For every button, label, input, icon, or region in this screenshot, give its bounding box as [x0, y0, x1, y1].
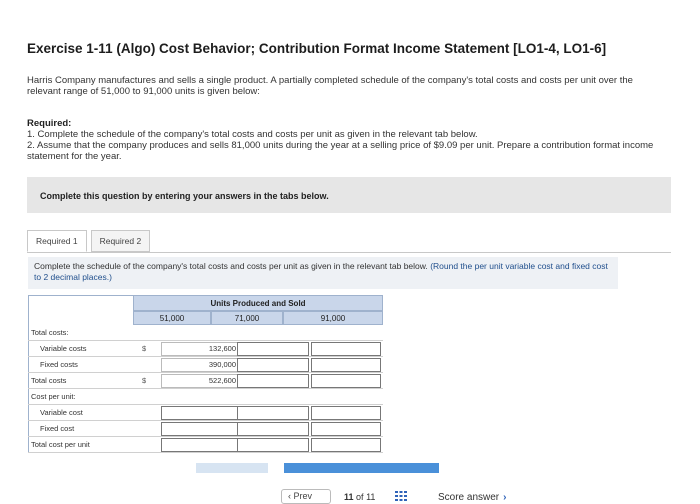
input-variable-cost-71000[interactable]	[237, 406, 309, 420]
instruction-text: Complete the schedule of the company's total costs and costs per unit as given in the relevant tab below.	[34, 261, 428, 271]
input-fixed-costs-71000[interactable]	[237, 358, 309, 372]
table-corner	[28, 295, 133, 325]
problem-intro: Harris Company manufactures and sells a single product. A partially completed schedule of the company's total costs and costs per unit over the relevant range of 51,000 to 91,000 units is given below:	[27, 75, 633, 97]
input-total-cost-per-unit-91000[interactable]	[311, 438, 381, 452]
prev-button[interactable]	[281, 489, 331, 504]
table-row	[28, 325, 383, 341]
input-variable-cost-91000[interactable]	[311, 406, 381, 420]
table-row	[28, 373, 383, 389]
input-total-cost-per-unit-51000[interactable]	[161, 438, 239, 452]
units-header: Units Produced and Sold	[133, 295, 383, 311]
row-label-variable-costs: Variable costs	[40, 344, 87, 353]
row-label-total-costs: Total costs:	[31, 328, 69, 337]
row-label-fixed-cost: Fixed cost	[40, 424, 75, 433]
score-answer-button[interactable]	[438, 492, 506, 503]
instruction-note: (Round the per unit variable cost and fixed cost to 2 decimal places.)	[34, 261, 608, 282]
table-row	[28, 389, 383, 405]
check-bar-active	[284, 463, 439, 473]
page-title: Exercise 1-11 (Algo) Cost Behavior; Contribution Format Income Statement [LO1-4, LO1-6]	[27, 41, 607, 56]
row-label-cost-per-unit: Cost per unit:	[31, 392, 76, 401]
input-variable-cost-51000[interactable]	[161, 406, 239, 420]
chevron-right-icon: ›	[503, 492, 507, 503]
chevron-left-icon: ‹	[288, 491, 291, 501]
required-list	[27, 129, 677, 162]
requirement-tabs	[27, 230, 150, 252]
row-label-variable-cost: Variable cost	[40, 408, 83, 417]
required-item-1: 1. Complete the schedule of the company's total costs and costs per unit as given in the relevant tab below.	[27, 129, 478, 140]
table-row	[28, 405, 383, 421]
column-header-71000: 71,000	[211, 311, 283, 325]
dollar-sign: $	[142, 376, 147, 385]
table-row	[28, 437, 383, 453]
page-of: of	[356, 492, 364, 502]
check-bar-left	[196, 463, 268, 473]
input-total-costs-51000: 522,600	[161, 374, 239, 388]
input-variable-costs-71000[interactable]	[237, 342, 309, 356]
input-fixed-cost-71000[interactable]	[237, 422, 309, 436]
table-row	[28, 341, 383, 357]
instructions-banner	[27, 177, 671, 213]
dollar-sign: $	[142, 344, 147, 353]
page-current: 11	[344, 492, 354, 502]
page-total: 11	[366, 492, 376, 502]
input-fixed-cost-91000[interactable]	[311, 422, 381, 436]
required-item-2: 2. Assume that the company produces and sells 81,000 units during the year at a selling price of $9.09 per unit. Prepare a contribution format income statement for the year.	[27, 140, 654, 162]
table-row	[28, 421, 383, 437]
table-row	[28, 357, 383, 373]
input-variable-costs-51000: 132,600	[161, 342, 239, 356]
input-fixed-costs-51000: 390,000	[161, 358, 239, 372]
input-fixed-cost-51000[interactable]	[161, 422, 239, 436]
score-answer-label: Score answer	[438, 492, 500, 503]
input-total-costs-91000[interactable]	[311, 374, 381, 388]
column-header-91000: 91,000	[283, 311, 383, 325]
row-label-total-costs: Total costs	[31, 376, 67, 385]
banner-text: Complete this question by entering your answers in the tabs below.	[40, 191, 329, 201]
tab-required-1[interactable]: Required 1	[27, 230, 87, 252]
instruction-box	[28, 257, 618, 289]
footer-nav	[0, 484, 700, 503]
input-variable-costs-91000[interactable]	[311, 342, 381, 356]
input-total-cost-per-unit-71000[interactable]	[237, 438, 309, 452]
page-indicator	[344, 492, 375, 502]
required-heading: Required:	[27, 118, 72, 129]
grid-icon[interactable]	[395, 491, 407, 501]
row-label-fixed-costs: Fixed costs	[40, 360, 78, 369]
input-total-costs-71000[interactable]	[237, 374, 309, 388]
prev-label: Prev	[293, 491, 313, 501]
column-header-51000: 51,000	[133, 311, 211, 325]
input-fixed-costs-91000[interactable]	[311, 358, 381, 372]
tab-required-2[interactable]: Required 2	[91, 230, 151, 252]
row-label-total-cost-per-unit: Total cost per unit	[31, 440, 90, 449]
